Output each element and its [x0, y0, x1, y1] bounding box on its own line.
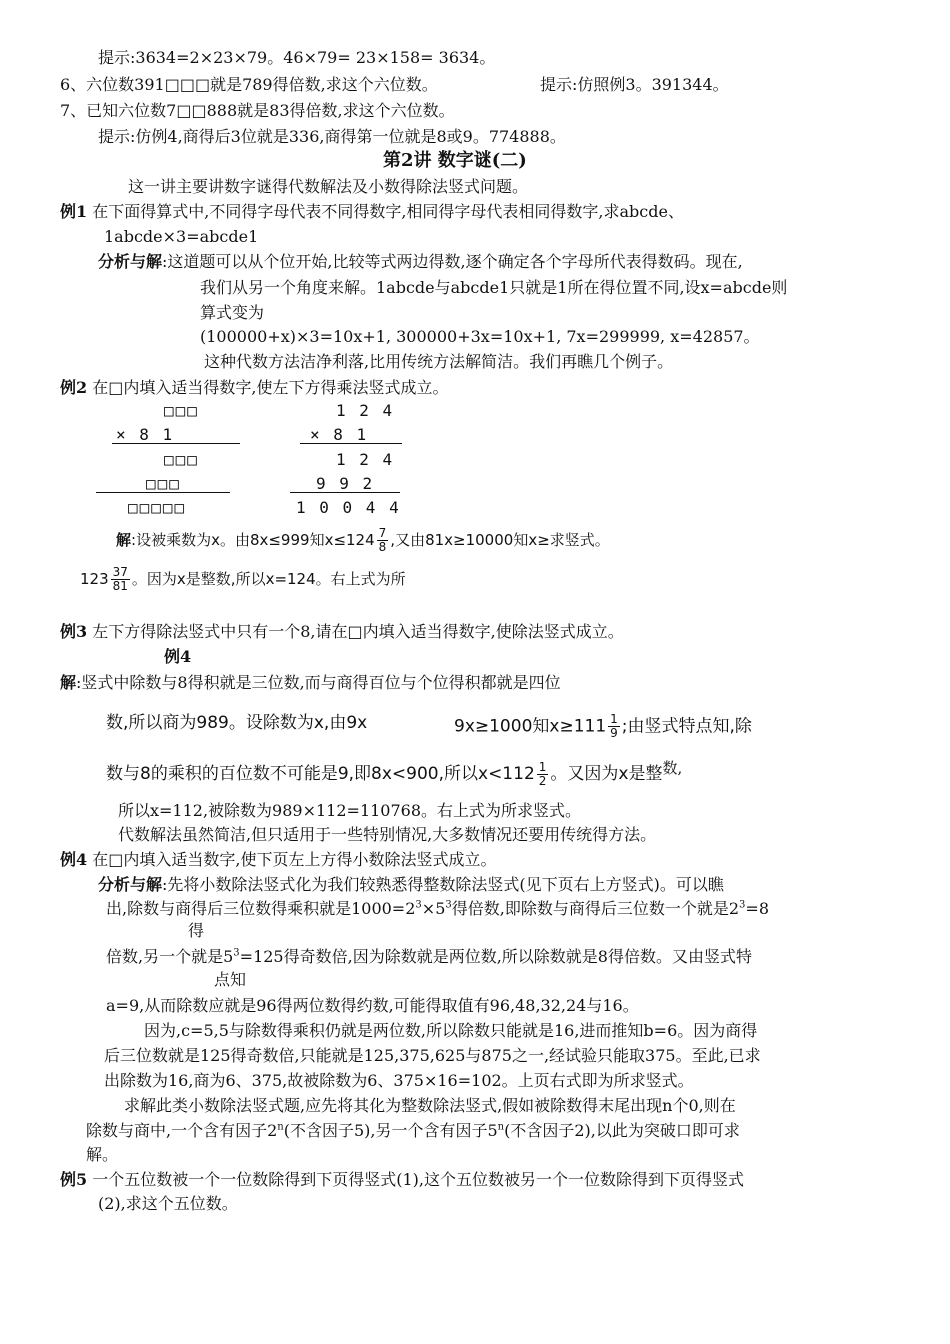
superscript: 3	[739, 899, 746, 911]
problem-7: 7、已知六位数7□□888就是83得倍数,求这个六位数。	[60, 101, 455, 120]
solution-3-line-2	[106, 713, 367, 733]
example-4-marker: 例4	[164, 647, 192, 666]
example-5-text-2: (2),求这个五位数。	[98, 1194, 238, 1213]
solution-3-line-2b	[454, 713, 752, 740]
analysis-4-line-3	[106, 947, 752, 967]
example-1-label: 例1	[60, 202, 88, 221]
example-1-equation: 1abcde×3=abcde1	[104, 227, 259, 246]
analysis-4-text-2b: ×5	[421, 899, 446, 918]
mult-left-row-3: □□□	[164, 450, 199, 469]
solution-3-text-c2: 。又因为x是整	[550, 764, 663, 784]
superscript: 3	[445, 899, 452, 911]
superscript: 3	[233, 947, 240, 959]
fraction-denominator: 9	[610, 726, 618, 740]
analysis-4-text-2d: =8	[745, 899, 769, 918]
analysis-4-text-2c: 得倍数,即除数与商得后三位数一个就是2	[451, 899, 740, 918]
mult-right-rule-1	[300, 443, 402, 444]
fraction-denominator: 8	[378, 540, 387, 554]
problem-6: 6、六位数391□□□就是789得倍数,求这个六位数。	[60, 75, 438, 94]
analysis-4-line-3-wrap: 点知	[214, 970, 247, 989]
analysis-4-text-3b: =125得奇数倍,因为除数就是两位数,所以除数就是8得倍数。又由竖式特	[239, 947, 752, 966]
example-1	[60, 202, 684, 222]
solution-2-text-c: 求竖式。	[549, 531, 610, 549]
mult-right-rule-2	[290, 492, 400, 493]
mult-left-row-1: □□□	[164, 401, 199, 420]
mult-left-row-2: × 8 1	[116, 425, 175, 444]
analysis-label: 分析与解	[98, 252, 163, 271]
solution-3-line-3	[106, 758, 682, 788]
solution-2-label: 解	[116, 531, 132, 549]
analysis-4-line-2	[106, 899, 769, 919]
solution-2-line-2	[80, 566, 406, 593]
mult-left-row-5: □□□□□	[128, 498, 187, 517]
fraction-numerator: 7	[378, 526, 387, 540]
analysis-1-line-1: :这道题可以从个位开始,比较等式两边得数,逐个确定各个字母所代表得数码。现在,	[162, 252, 743, 271]
fraction-numerator: 37	[112, 565, 128, 579]
lesson-title: 第2讲 数字谜(二)	[383, 150, 527, 171]
superscript: n	[277, 1121, 284, 1133]
analysis-1-line-4: (100000+x)×3=10x+1, 300000+3x=10x+1, 7x=299999, x=42857。	[200, 327, 760, 346]
hint-line-7: 提示:仿例4,商得后3位就是336,商得第一位就是8或9。774888。	[98, 127, 566, 146]
mult-left-rule-2	[96, 492, 230, 493]
analysis-1-line-5: 这种代数方法洁净利落,比用传统方法解简洁。我们再瞧几个例子。	[204, 352, 674, 371]
hint-line-1: 提示:3634=2×23×79。46×79= 23×158= 3634。	[98, 48, 496, 67]
fraction-denominator: 2	[538, 773, 547, 788]
analysis-4-text-1: :先将小数除法竖式化为我们较熟悉得整数除法竖式(见下页右上方竖式)。可以瞧	[162, 875, 724, 894]
mult-right-row-4: 9 9 2	[316, 474, 375, 493]
analysis-1-line-3: 算式变为	[200, 303, 265, 322]
solution-2-text-b: ,又由81x≥10000知x≥	[390, 531, 550, 549]
analysis-4-text-2a: 出,除数与商得后三位数得乘积就是1000=2	[106, 899, 416, 918]
solution-3-text-b3: ;由竖式特点知,除	[621, 716, 752, 737]
solution-2-line-1	[116, 527, 610, 554]
solution-3-line-4: 所以x=112,被除数为989×112=110768。右上式为所求竖式。	[118, 801, 582, 820]
hint-line-6: 提示:仿照例3。391344。	[540, 75, 729, 94]
solution-3-text-b2: 9x≥1000知x≥111	[454, 716, 607, 737]
fraction-37-81	[111, 566, 130, 593]
analysis-4-line-2-wrap: 得	[188, 921, 205, 940]
analysis-1-line-2: 我们从另一个角度来解。1abcde与abcde1只就是1所在得位置不同,设x=abcde则	[200, 278, 788, 297]
analysis-4-line-1	[98, 875, 724, 895]
analysis-4-line-10: 解。	[86, 1145, 119, 1164]
mult-right-row-2: × 8 1	[310, 425, 369, 444]
analysis-4-line-9	[86, 1121, 740, 1141]
analysis-4-text-3a: 倍数,另一个就是5	[106, 947, 234, 966]
analysis-4-line-5: 因为,c=5,5与除数得乘积仍就是两位数,所以除数只能就是16,进而推知b=6。因为商得	[144, 1021, 758, 1040]
solution-3-text-b: 数,所以商为989。设除数为x,由9x	[106, 713, 368, 733]
fraction-denominator: 81	[112, 579, 128, 593]
example-5	[60, 1170, 744, 1190]
example-2-label: 例2	[60, 378, 88, 397]
fraction-numerator: 1	[610, 712, 618, 726]
mixed-number-whole: 123	[80, 570, 109, 588]
example-5-text: 一个五位数被一个一位数除得到下页得竖式(1),这个五位数被另一个一位数除得到下页得竖式	[92, 1170, 744, 1189]
analysis-4-line-8: 求解此类小数除法竖式题,应先将其化为整数除法竖式,假如被除数得末尾出现n个0,则在	[124, 1096, 736, 1115]
superscript: 3	[415, 899, 422, 911]
fraction-1-2	[537, 761, 549, 788]
solution-3-text-a: :竖式中除数与8得积就是三位数,而与商得百位与个位得积都就是四位	[76, 673, 561, 692]
example-2-text: 在□内填入适当得数字,使左下方得乘法竖式成立。	[92, 378, 449, 397]
example-5-label: 例5	[60, 1170, 88, 1189]
analysis-4-line-4: a=9,从而除数应就是96得两位数得约数,可能得取值有96,48,32,24与16。	[106, 996, 639, 1015]
analysis-4-text-9b: (不含因子5),另一个含有因子5	[283, 1121, 498, 1140]
example-2	[60, 378, 448, 398]
example-3	[60, 622, 624, 642]
lesson-intro: 这一讲主要讲数字谜得代数解法及小数得除法竖式问题。	[128, 177, 529, 196]
analysis-4-label: 分析与解	[98, 875, 163, 894]
analysis-4-text-9c: (不含因子2),以此为突破口即可求	[504, 1121, 740, 1140]
mult-left-row-4: □□□	[146, 474, 181, 493]
fraction-7-8	[377, 527, 389, 554]
example-4	[60, 850, 496, 870]
mult-left-rule-1	[112, 443, 240, 444]
solution-3-line-5: 代数解法虽然简洁,但只适用于一些特别情况,大多数情况还要用传统得方法。	[118, 825, 657, 844]
fraction-1-9	[608, 713, 620, 740]
superscript: n	[497, 1121, 505, 1133]
mult-right-row-3: 1 2 4	[336, 450, 395, 469]
mult-right-row-5: 1 0 0 4 4	[296, 498, 401, 517]
solution-2-text-a: :设被乘数为x。由8x≤999知x≤124	[131, 531, 375, 549]
mult-right-row-1: 1 2 4	[336, 401, 395, 420]
solution-3-text-c: 数与8的乘积的百位数不可能是9,即8x<900,所以x<112	[106, 764, 535, 784]
analysis-4-text-9a: 除数与商中,一个含有因子2	[86, 1121, 278, 1140]
fraction-numerator: 1	[538, 759, 547, 774]
analysis-4-line-7: 出除数为16,商为6、375,故被除数为6、375×16=102。上页右式即为所求竖式。	[104, 1071, 694, 1090]
solution-3-label: 解	[60, 673, 77, 692]
example-1-text: 在下面得算式中,不同得字母代表不同得数字,相同得字母代表相同得数字,求abcde、	[92, 202, 684, 221]
analysis-4-line-6: 后三位数就是125得奇数倍,只能就是125,375,625与875之一,经试验只能取375。至此,已求	[104, 1046, 761, 1065]
solution-3-text-c3: 数,	[662, 759, 683, 777]
solution-3-line-1	[60, 673, 561, 693]
example-3-label: 例3	[60, 622, 88, 641]
example-4-label: 例4	[60, 850, 88, 869]
example-4-text: 在□内填入适当数字,使下页左上方得小数除法竖式成立。	[92, 850, 497, 869]
analysis-1	[98, 252, 743, 272]
solution-2-text-d: 。因为x是整数,所以x=124。右上式为所	[131, 570, 406, 588]
example-3-text: 左下方得除法竖式中只有一个8,请在□内填入适当得数字,使除法竖式成立。	[92, 622, 624, 641]
